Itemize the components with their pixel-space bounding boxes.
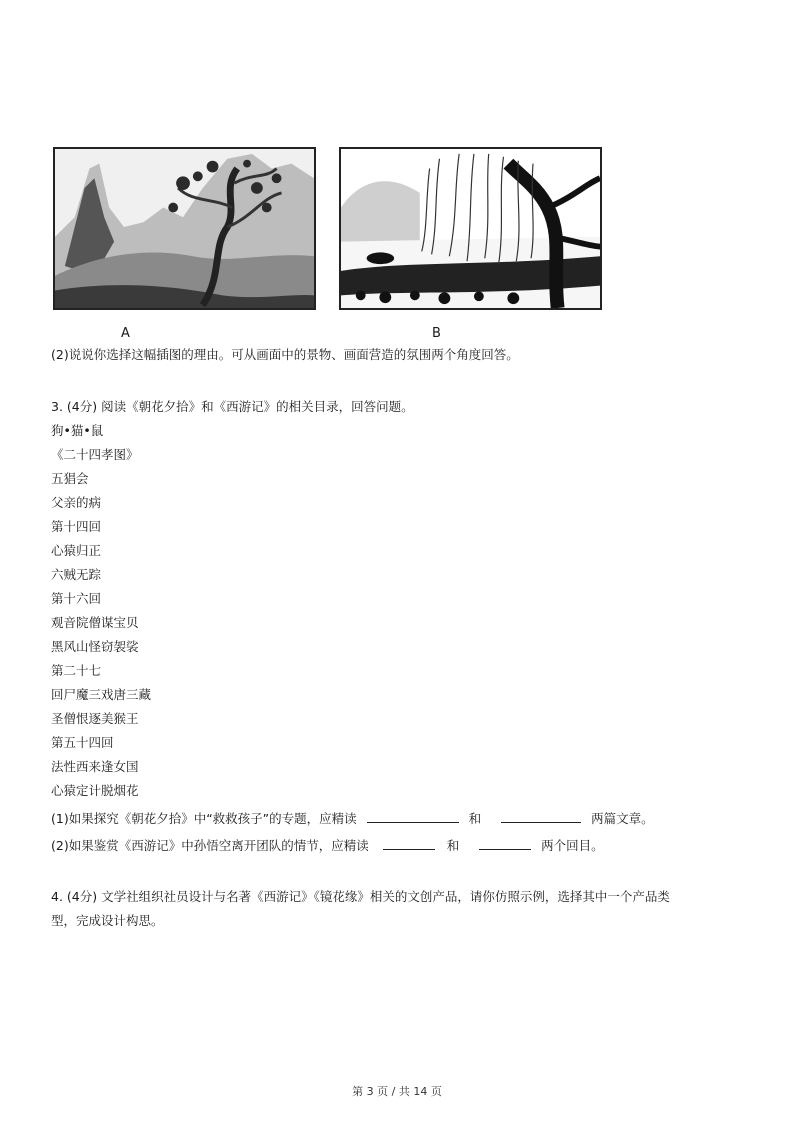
landscape-willow-tree-illustration-icon [341, 149, 600, 308]
list-item: 第二十七 [51, 663, 102, 678]
q3-sub1-tail: 两篇文章。 [591, 811, 654, 826]
q3-sub2-and: 和 [446, 838, 460, 853]
list-item: 狗•猫•鼠 [51, 423, 104, 438]
illustration-a-label: A [121, 326, 130, 341]
q3-sub2-tail: 两个回目。 [541, 838, 604, 853]
illustration-a [53, 147, 316, 310]
q4-line-2: 型，完成设计构思。 [51, 913, 164, 928]
q3-sub1-and: 和 [468, 811, 482, 826]
list-item: 法性西来逢女国 [51, 759, 139, 774]
list-item: 心猿定计脱烟花 [51, 783, 139, 798]
q3-title: 3. (4分) 阅读《朝花夕拾》和《西游记》的相关目录，回答问题。 [51, 399, 414, 414]
q3-sub1-blank-2[interactable] [501, 810, 581, 823]
q3-sub2-blank-1[interactable] [383, 837, 435, 850]
list-item: 第五十四回 [51, 735, 114, 750]
q3-sub2 [51, 837, 604, 854]
q3-sub2-blank-2[interactable] [479, 837, 531, 850]
list-item: 第十六回 [51, 591, 102, 606]
list-item: 心猿归正 [51, 543, 102, 558]
q3-sub1-text: (1)如果探究《朝花夕拾》中“救救孩子”的专题，应精读 [51, 811, 357, 826]
q3-sub1-blank-1[interactable] [367, 810, 459, 823]
page-footer: 第 3 页 / 共 14 页 [352, 1085, 442, 1098]
list-item: 六贼无踪 [51, 567, 102, 582]
q2-sub2-text: (2)说说你选择这幅插图的理由。可从画面中的景物、画面营造的氛围两个角度回答。 [51, 347, 519, 362]
list-item: 《二十四孝图》 [51, 447, 139, 462]
q4-line-1: 4. (4分) 文学社组织社员设计与名著《西游记》《镜花缘》相关的文创产品，请你仿照示例，选择其中一个产品类 [51, 889, 670, 904]
list-item: 父亲的病 [51, 495, 102, 510]
list-item: 回尸魔三戏唐三藏 [51, 687, 152, 702]
q3-sub2-text: (2)如果鉴赏《西游记》中孙悟空离开团队的情节，应精读 [51, 838, 369, 853]
list-item: 黑风山怪窃袈裟 [51, 639, 139, 654]
list-item: 观音院僧谋宝贝 [51, 615, 139, 630]
landscape-mountain-tree-illustration-icon [55, 149, 314, 308]
q3-sub1 [51, 810, 654, 827]
list-item: 第十四回 [51, 519, 102, 534]
list-item: 圣僧恨逐美猴王 [51, 711, 139, 726]
illustration-b [339, 147, 602, 310]
illustration-b-label: B [432, 326, 441, 341]
list-item: 五猖会 [51, 471, 89, 486]
